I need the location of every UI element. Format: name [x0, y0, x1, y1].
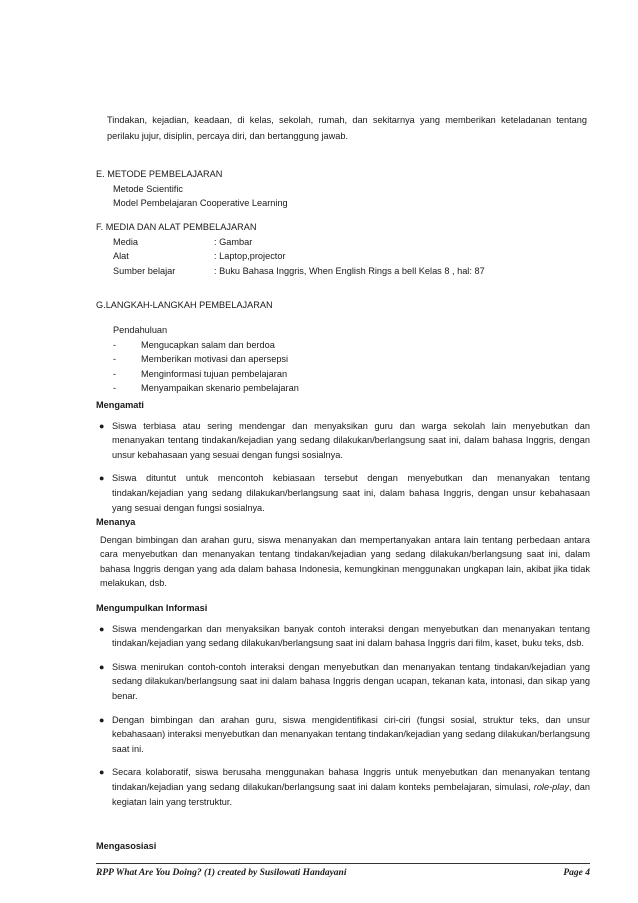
- list-item: ● Siswa menirukan contoh-contoh interaksi dengan menyebutkan dan menanyakan tentang tindakan/kejadian yang sedang dilakukan/berlangsung saat ini dalam bahasa Inggris dengan ucapan, tekanan kata, intonasi, dan sikap yang benar.: [99, 661, 590, 701]
- section-menanya: [96, 515, 590, 591]
- page-number: Page 4: [563, 868, 590, 878]
- media-row: [96, 249, 590, 264]
- media-value: : Gambar: [214, 236, 253, 247]
- metode-title: E. METODE PEMBELAJARAN: [96, 169, 223, 179]
- bullet-icon: ●: [99, 661, 105, 672]
- section-media: [96, 220, 590, 278]
- pendahuluan-heading: Pendahuluan: [113, 325, 168, 335]
- list-item: ● Siswa terbiasa atau sering mendengar dan menyaksikan guru dan warga sekolah lain menyebutkan dan menanyakan tentang tindakan/kejadian yang sedang dilakukan/berlangsung saat ini, dalam bahasa Inggris, dengan unsur kebahasaan yang sesuai dengan fungsi sosialnya.: [99, 420, 590, 460]
- list-item: - Menginformasi tujuan pembelajaran: [96, 367, 590, 382]
- media-value: : Laptop,projector: [214, 251, 286, 262]
- media-key: Sumber belajar: [113, 265, 176, 276]
- section-mengasosiasi: [96, 839, 590, 854]
- mengamati-title: Mengamati: [96, 400, 144, 410]
- pendahuluan-item: Memberikan motivasi dan apersepsi: [141, 354, 289, 365]
- media-key: Media: [113, 236, 139, 247]
- list-item: - Menyampaikan skenario pembelajaran: [96, 381, 590, 396]
- section-mengamati: [96, 398, 590, 524]
- section-mengumpulkan: [96, 601, 590, 818]
- role-play-term: role-play: [533, 781, 569, 792]
- media-row: [96, 264, 590, 279]
- list-item: - Mengucapkan salam dan berdoa: [96, 338, 590, 353]
- menanya-paragraph: Dengan bimbingan dan arahan guru, siswa menanyakan dan mempertanyakan antara lain tentang perbedaan antara cara menyebutkan dan menanyakan tentang tindakan/kejadian yang sedang dilakukan/berlangsung saat ini, dalam bahasa Inggris dengan yang ada dalam bahasa Indonesia, kemungkinan menggunakan ungkapan lain, akibat jika tidak melakukan, dsb.: [100, 534, 590, 589]
- list-item: - Memberikan motivasi dan apersepsi: [96, 352, 590, 367]
- pendahuluan-item: Mengucapkan salam dan berdoa: [141, 339, 275, 350]
- media-key: Alat: [113, 251, 129, 262]
- menanya-title: Menanya: [96, 517, 136, 527]
- footer-divider: [96, 863, 590, 864]
- section-langkah: [96, 298, 590, 313]
- page-footer: [96, 866, 590, 881]
- bullet-icon: ●: [99, 623, 105, 634]
- pendahuluan-item: Menginformasi tujuan pembelajaran: [141, 368, 288, 379]
- media-row: [96, 235, 590, 250]
- mengasosiasi-title: Mengasosiasi: [96, 841, 157, 851]
- footer-title: RPP What Are You Doing? (1) created by Susilowati Handayani: [96, 868, 347, 878]
- section-pendahuluan: [96, 323, 590, 396]
- list-item: ● Secara kolaboratif, siswa berusaha menggunakan bahasa Inggris untuk menyebutkan dan menanyakan tentang tindakan/kejadian yang sedang dilakukan/berlangsung saat ini dalam konteks pembelajaran, simulasi, role-play, dan kegiatan lain yang terstruktur.: [99, 767, 590, 807]
- metode-item: Model Pembelajaran Cooperative Learning: [113, 198, 288, 209]
- list-item: ● Dengan bimbingan dan arahan guru, siswa mengidentifikasi ciri-ciri (fungsi sosial, struktur teks, dan unsur kebahasaan) interaksi menyebutkan dan menanyakan tentang tindakan/kejadian yang sedang dilakukan/berlangsung saat ini.: [99, 714, 590, 754]
- media-title: F. MEDIA DAN ALAT PEMBELAJARAN: [96, 222, 257, 232]
- bullet-icon: ●: [99, 767, 105, 778]
- list-item: ● Siswa dituntut untuk mencontoh kebiasaan tersebut dengan menyebutkan dan menanyakan tentang tindakan/kejadian yang sedang dilakukan/berlangsung saat ini, dalam bahasa Inggris, dengan unsur kebahasaan yang sesuai dengan fungsi sosialnya.: [99, 473, 590, 513]
- media-value: : Buku Bahasa Inggris, When English Rings a bell Kelas 8 , hal: 87: [214, 265, 485, 276]
- bullet-icon: ●: [99, 473, 105, 484]
- mengumpulkan-title: Mengumpulkan Informasi: [96, 603, 208, 613]
- bullet-icon: ●: [99, 714, 105, 725]
- list-item: ● Siswa mendengarkan dan menyaksikan banyak contoh interaksi dengan menyebutkan dan menanyakan tentang tindakan/kejadian yang sedang dilakukan/berlangsung saat ini dalam bahasa Inggris dari film, kaset, buku teks, dsb.: [99, 623, 590, 649]
- langkah-title: G.LANGKAH-LANGKAH PEMBELAJARAN: [96, 300, 273, 310]
- metode-item: Metode Scientific: [113, 183, 183, 194]
- bullet-icon: ●: [99, 420, 105, 431]
- section-metode: [96, 167, 590, 211]
- intro-paragraph: Tindakan, kejadian, keadaan, di kelas, sekolah, rumah, dan sekitarnya yang memberikan keteladanan tentang perilaku jujur, disiplin, percaya diri, dan bertanggung jawab.: [107, 115, 587, 141]
- pendahuluan-item: Menyampaikan skenario pembelajaran: [141, 383, 299, 394]
